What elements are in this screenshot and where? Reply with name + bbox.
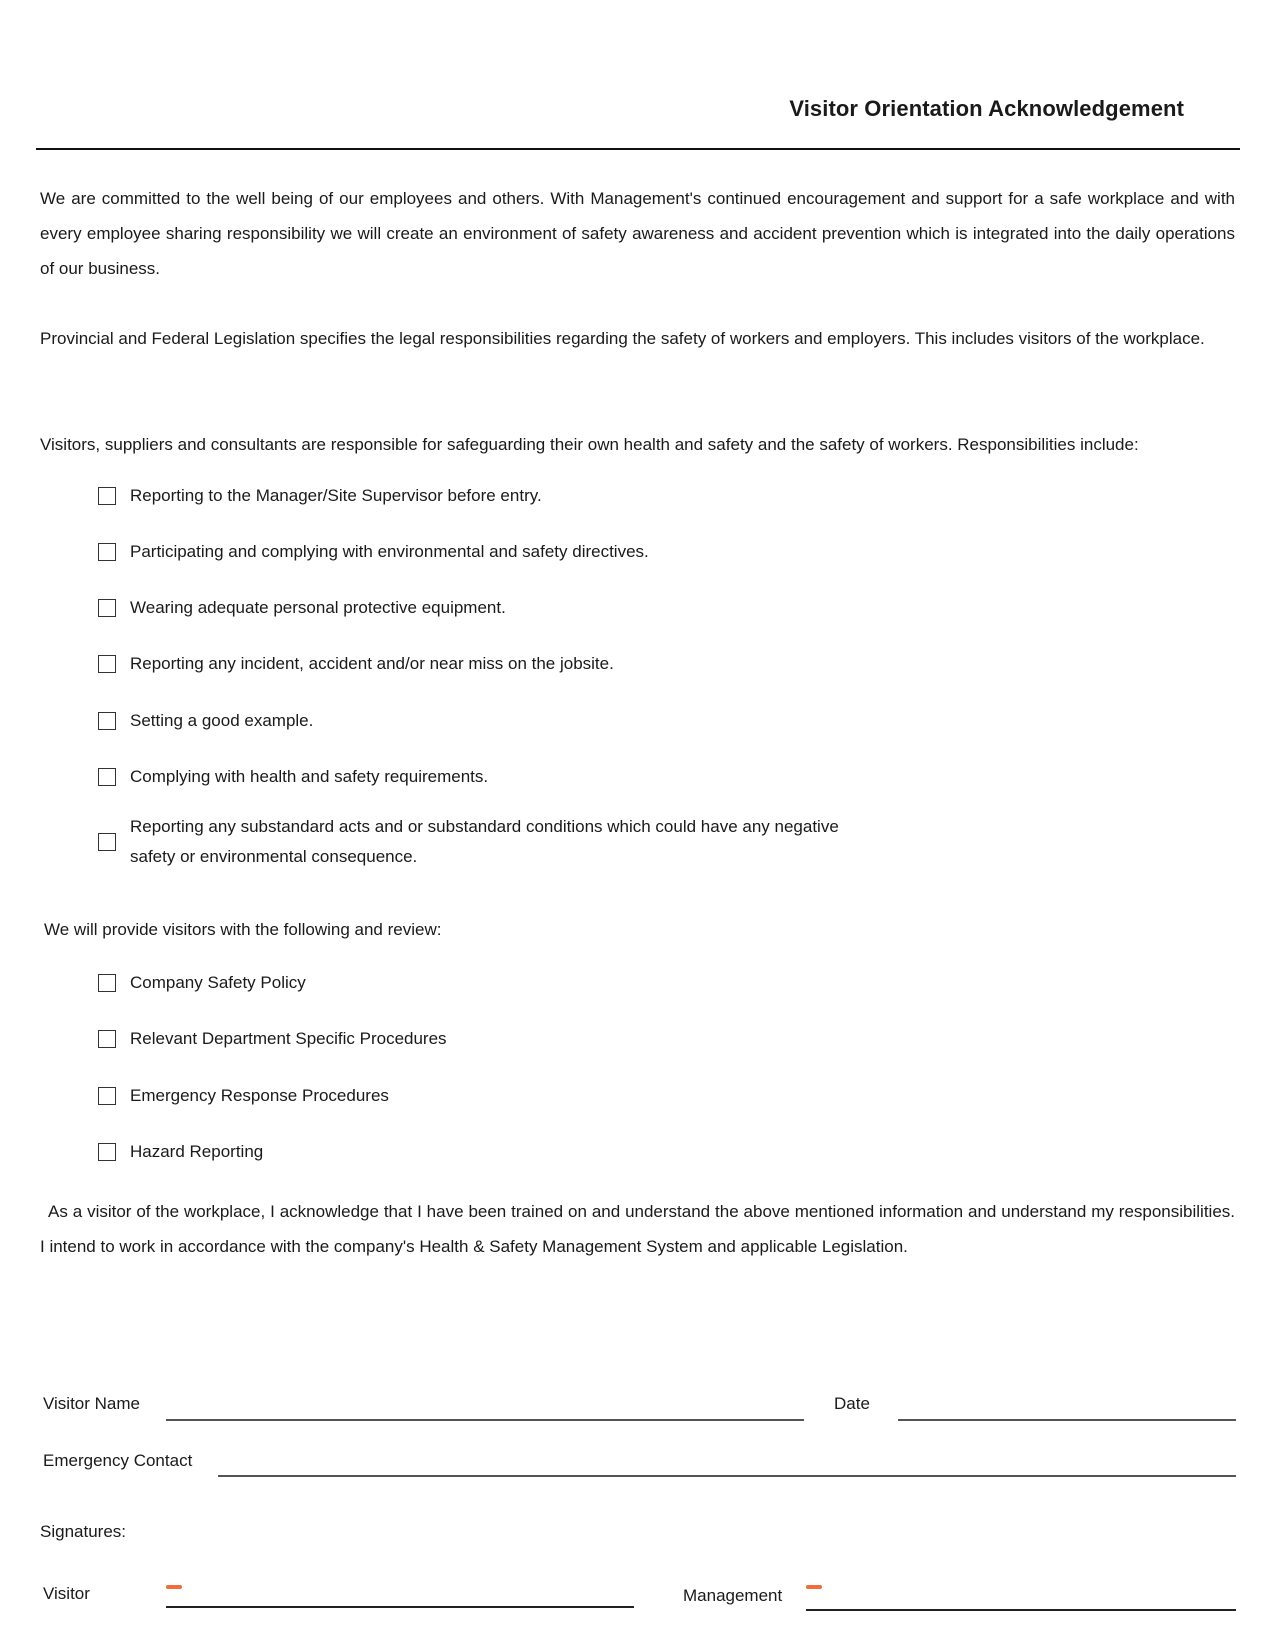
- intro-paragraph-1: We are committed to the well being of our employees and others. With Management's continued encouragement and support for a safe workplace and with every employee sharing responsibility we will create an environment of safety awareness and accident prevention which is integrated into the daily operations of our business.: [40, 189, 1235, 278]
- checkbox[interactable]: [98, 1030, 116, 1048]
- checklist-item-label: Complying with health and safety requirements.: [130, 767, 489, 786]
- date-label: Date: [834, 1394, 870, 1413]
- checkbox[interactable]: [98, 599, 116, 617]
- checkbox[interactable]: [98, 1087, 116, 1105]
- signature-marker-icon: [166, 1585, 182, 1589]
- checklist-item[interactable]: [98, 481, 542, 511]
- checklist-item-label: Wearing adequate personal protective equipment.: [130, 598, 506, 617]
- checklist-item[interactable]: [98, 537, 649, 567]
- signature-marker-icon: [806, 1585, 822, 1589]
- checkbox[interactable]: [98, 712, 116, 730]
- checklist-item-label: Company Safety Policy: [130, 973, 306, 992]
- checklist-item[interactable]: [98, 1024, 447, 1054]
- checklist-item[interactable]: [98, 968, 306, 998]
- checklist-item-label: Hazard Reporting: [130, 1142, 264, 1161]
- checklist-item-label: Setting a good example.: [130, 711, 314, 730]
- checklist-item-label: Relevant Department Specific Procedures: [130, 1029, 447, 1048]
- checklist-item[interactable]: [98, 762, 488, 792]
- checklist-item-label: Reporting to the Manager/Site Supervisor before entry.: [130, 486, 542, 505]
- checklist-item[interactable]: [98, 812, 870, 872]
- checklist-item[interactable]: [98, 649, 614, 679]
- management-signature-field[interactable]: [806, 1609, 1236, 1611]
- acknowledgement-paragraph: As a visitor of the workplace, I acknowledge that I have been trained on and understand the above mentioned information and understand my responsibilities. I intend to work in accordance with the company's Health & Safety Management System and applicable Legislation.: [40, 1202, 1235, 1256]
- signatures-heading: Signatures:: [40, 1522, 126, 1541]
- checkbox[interactable]: [98, 833, 116, 851]
- intro-paragraph-3: Visitors, suppliers and consultants are responsible for safeguarding their own health and safety and the safety of workers. Responsibilities include:: [40, 435, 1139, 454]
- emergency-contact-label: Emergency Contact: [43, 1451, 193, 1470]
- checklist-item[interactable]: [98, 1137, 263, 1167]
- date-field[interactable]: [898, 1419, 1236, 1421]
- emergency-contact-field[interactable]: [218, 1475, 1236, 1477]
- provide-heading: We will provide visitors with the following and review:: [44, 920, 442, 939]
- management-signature-label: Management: [683, 1586, 783, 1605]
- checkbox[interactable]: [98, 974, 116, 992]
- visitor-name-field[interactable]: [166, 1419, 804, 1421]
- visitor-signature-label: Visitor: [43, 1584, 90, 1603]
- checklist-item-label: Reporting any substandard acts and or substandard conditions which could have any negative safety or environmental consequence.: [130, 817, 839, 866]
- checklist-item-label: Reporting any incident, accident and/or near miss on the jobsite.: [130, 654, 614, 673]
- checklist-item[interactable]: [98, 706, 313, 736]
- page-title: Visitor Orientation Acknowledgement: [789, 96, 1184, 121]
- checkbox[interactable]: [98, 1143, 116, 1161]
- checklist-item[interactable]: [98, 1081, 389, 1111]
- header-divider: [36, 148, 1240, 150]
- checkbox[interactable]: [98, 543, 116, 561]
- checkbox[interactable]: [98, 487, 116, 505]
- checklist-item-label: Participating and complying with environmental and safety directives.: [130, 542, 649, 561]
- checkbox[interactable]: [98, 655, 116, 673]
- visitor-signature-field[interactable]: [166, 1606, 634, 1608]
- checkbox[interactable]: [98, 768, 116, 786]
- checklist-item-label: Emergency Response Procedures: [130, 1086, 389, 1105]
- intro-paragraph-2: Provincial and Federal Legislation specifies the legal responsibilities regarding the safety of workers and employers. This includes visitors of the workplace.: [40, 329, 1205, 348]
- checklist-item[interactable]: [98, 593, 506, 623]
- visitor-name-label: Visitor Name: [43, 1394, 140, 1413]
